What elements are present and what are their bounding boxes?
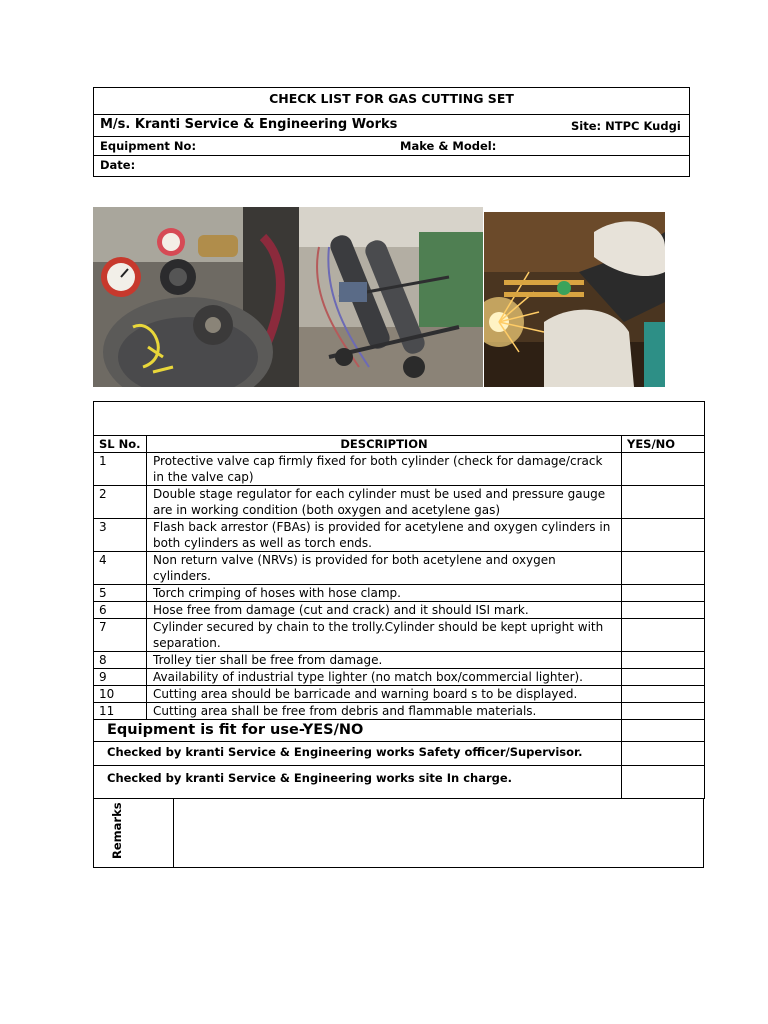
yes-no-cell[interactable] xyxy=(622,652,705,669)
table-row xyxy=(94,669,705,686)
company-row xyxy=(94,115,689,137)
yes-no-cell[interactable] xyxy=(622,703,705,720)
yes-no-cell[interactable] xyxy=(622,602,705,619)
trolley-photo xyxy=(299,207,483,387)
row-description: Cutting area shall be free from debris and flammable materials. xyxy=(147,703,622,720)
header-block xyxy=(93,87,690,177)
row-number: 2 xyxy=(94,486,147,519)
row-number: 7 xyxy=(94,619,147,652)
row-number: 1 xyxy=(94,453,147,486)
date-label: Date: xyxy=(100,158,136,172)
table-row xyxy=(94,519,705,552)
equipment-row xyxy=(94,137,689,156)
cutting-torch-photo xyxy=(484,212,665,387)
company-name: M/s. Kranti Service & Engineering Works xyxy=(100,117,398,132)
table-row xyxy=(94,602,705,619)
description-header: DESCRIPTION xyxy=(147,436,622,453)
photo-strip xyxy=(93,207,665,387)
column-header-row xyxy=(94,436,705,453)
row-description: Flash back arrestor (FBAs) is provided for acetylene and oxygen cylinders in both cylinders as well as torch ends. xyxy=(147,519,622,552)
row-description: Cylinder secured by chain to the trolly.Cylinder should be kept upright with separation. xyxy=(147,619,622,652)
table-row xyxy=(94,585,705,602)
yes-no-cell[interactable] xyxy=(622,669,705,686)
yes-no-cell[interactable] xyxy=(622,619,705,652)
checklist-table xyxy=(93,401,705,799)
blank-header-row xyxy=(94,402,705,436)
table-row xyxy=(94,703,705,720)
site-signature-cell[interactable] xyxy=(622,766,705,799)
remarks-label-cell xyxy=(94,799,174,867)
yes-no-header: YES/NO xyxy=(622,436,705,453)
make-model-label: Make & Model: xyxy=(400,139,497,153)
safety-signature-cell[interactable] xyxy=(622,742,705,766)
table-row xyxy=(94,686,705,703)
table-row xyxy=(94,652,705,669)
fit-for-use-cell[interactable] xyxy=(622,720,705,742)
row-number: 9 xyxy=(94,669,147,686)
site-label: Site: NTPC Kudgi xyxy=(571,119,681,133)
row-description: Double stage regulator for each cylinder must be used and pressure gauge are in working condition (both oxygen and acetylene gas) xyxy=(147,486,622,519)
fit-for-use-label: Equipment is fit for use-YES/NO xyxy=(94,720,622,742)
fit-for-use-row xyxy=(94,720,705,742)
yes-no-cell[interactable] xyxy=(622,453,705,486)
row-description: Hose free from damage (cut and crack) and it should ISI mark. xyxy=(147,602,622,619)
table-row xyxy=(94,486,705,519)
yes-no-cell[interactable] xyxy=(622,585,705,602)
remarks-field[interactable] xyxy=(174,799,703,867)
equipment-no-label: Equipment No: xyxy=(100,139,197,153)
checked-safety-label: Checked by kranti Service & Engineering works Safety officer/Supervisor. xyxy=(94,742,622,766)
table-row xyxy=(94,552,705,585)
remarks-box xyxy=(93,799,704,868)
row-description: Protective valve cap firmly fixed for both cylinder (check for damage/crack in the valve cap) xyxy=(147,453,622,486)
regulator-photo xyxy=(93,207,299,387)
row-number: 11 xyxy=(94,703,147,720)
row-description: Torch crimping of hoses with hose clamp. xyxy=(147,585,622,602)
checked-safety-row xyxy=(94,742,705,766)
row-description: Cutting area should be barricade and warning board s to be displayed. xyxy=(147,686,622,703)
date-row xyxy=(94,156,689,176)
row-description: Trolley tier shall be free from damage. xyxy=(147,652,622,669)
sl-header: SL No. xyxy=(94,436,147,453)
row-number: 8 xyxy=(94,652,147,669)
page-title: CHECK LIST FOR GAS CUTTING SET xyxy=(269,91,514,106)
row-number: 6 xyxy=(94,602,147,619)
row-number: 10 xyxy=(94,686,147,703)
row-number: 4 xyxy=(94,552,147,585)
row-number: 3 xyxy=(94,519,147,552)
row-description: Availability of industrial type lighter (no match box/commercial lighter). xyxy=(147,669,622,686)
checked-site-row xyxy=(94,766,705,799)
title-row xyxy=(94,88,689,115)
yes-no-cell[interactable] xyxy=(622,519,705,552)
table-row xyxy=(94,453,705,486)
row-number: 5 xyxy=(94,585,147,602)
yes-no-cell[interactable] xyxy=(622,486,705,519)
checked-site-label: Checked by kranti Service & Engineering works site In charge. xyxy=(94,766,622,799)
yes-no-cell[interactable] xyxy=(622,686,705,703)
blank-cell xyxy=(94,402,705,436)
remarks-label: Remarks xyxy=(110,802,124,859)
table-row xyxy=(94,619,705,652)
row-description: Non return valve (NRVs) is provided for both acetylene and oxygen cylinders. xyxy=(147,552,622,585)
yes-no-cell[interactable] xyxy=(622,552,705,585)
